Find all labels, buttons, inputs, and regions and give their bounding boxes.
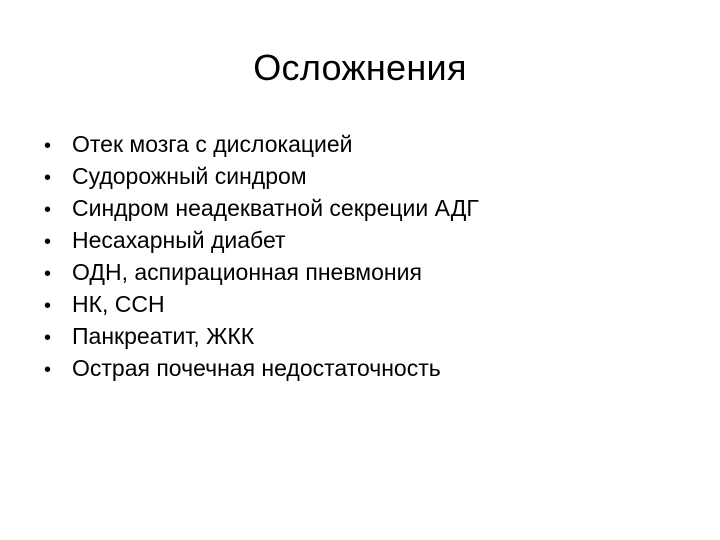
bullet-icon: • <box>44 231 52 253</box>
list-item-text: Острая почечная недостаточность <box>72 355 441 381</box>
bullet-icon: • <box>44 295 52 317</box>
list-item-text: Судорожный синдром <box>72 163 307 189</box>
list-item-text: Синдром неадекватной секреции АДГ <box>72 195 479 221</box>
list-item <box>44 128 684 160</box>
list-item-text: ОДН, аспирационная пневмония <box>72 259 422 285</box>
bullet-list <box>44 128 684 384</box>
bullet-icon: • <box>44 167 52 189</box>
list-item <box>44 352 684 384</box>
bullet-icon: • <box>44 327 52 349</box>
bullet-icon: • <box>44 135 52 157</box>
list-item <box>44 288 684 320</box>
slide-title: Осложнения <box>253 47 467 88</box>
bullet-icon: • <box>44 359 52 381</box>
list-item-text: Отек мозга с дислокацией <box>72 131 353 157</box>
list-item-text: НК, ССН <box>72 291 165 317</box>
bullet-icon: • <box>44 199 52 221</box>
list-item <box>44 320 684 352</box>
list-item <box>44 192 684 224</box>
list-item-text: Панкреатит, ЖКК <box>72 323 255 349</box>
list-item <box>44 256 684 288</box>
bullet-icon: • <box>44 263 52 285</box>
list-item <box>44 224 684 256</box>
list-item-text: Несахарный диабет <box>72 227 286 253</box>
list-item <box>44 160 684 192</box>
